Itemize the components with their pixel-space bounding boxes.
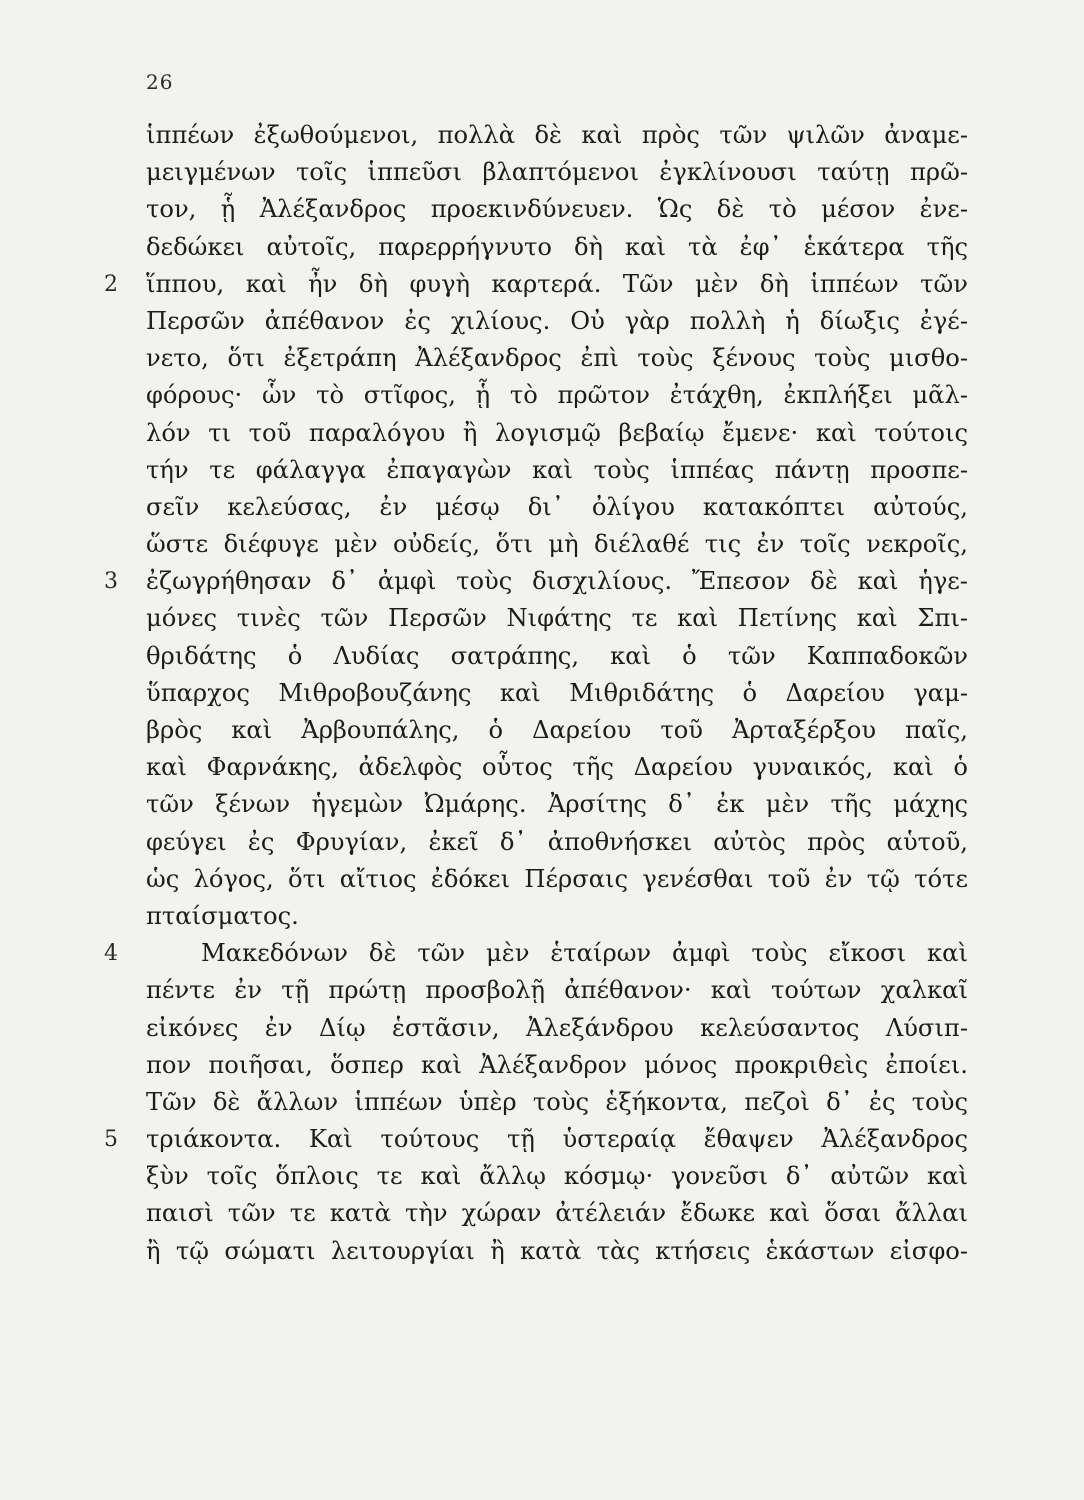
text-line (146, 1010, 968, 1047)
text-line (146, 191, 968, 228)
text-line (146, 1158, 968, 1195)
line-text: ἵππου, καὶ ἦν δὴ φυγὴ καρτερά. Τῶν μὲν δὴ ἱππέων τῶν (146, 269, 968, 298)
line-text: πταίσματος. (146, 901, 299, 930)
text-line (146, 749, 968, 786)
text-line (104, 266, 968, 303)
text-line (146, 526, 968, 563)
text-line (146, 1084, 968, 1121)
line-text: Περσῶν ἀπέθανον ἐς χιλίους. Οὐ γὰρ πολλὴ ἡ δίωξις ἐγέ- (146, 306, 968, 335)
line-text: τήν τε φάλαγγα ἐπαγαγὼν καὶ τοὺς ἱππέας πάντῃ προσπε- (146, 455, 968, 484)
text-line (146, 489, 968, 526)
line-text: βρὸς καὶ Ἀρβουπάλης, ὁ Δαρείου τοῦ Ἀρταξέρξου παῖς, (146, 716, 968, 744)
line-text: νετο, ὅτι ἐξετράπη Ἀλέξανδρος ἐπὶ τοὺς ξένους τοὺς μισθο- (146, 344, 968, 373)
line-text: φεύγει ἐς Φρυγίαν, ἐκεῖ δ᾽ ἀποθνήσκει αὐτὸς πρὸς αὑτοῦ, (146, 827, 968, 856)
line-text: λόν τι τοῦ παραλόγου ἢ λογισμῷ βεβαίῳ ἔμενε· καὶ τούτοις (146, 418, 968, 447)
line-text: καὶ Φαρνάκης, ἀδελφὸς οὗτος τῆς Δαρείου γυναικός, καὶ ὁ (146, 753, 968, 782)
text-line (104, 1121, 968, 1158)
text-line (146, 600, 968, 637)
line-text: Τῶν δὲ ἄλλων ἱππέων ὑπὲρ τοὺς ἑξήκοντα, πεζοὶ δ᾽ ἐς τοὺς (146, 1087, 968, 1116)
line-text: πον ποιῆσαι, ὅσπερ καὶ Ἀλέξανδρον μόνος προκριθεὶς ἐποίει. (146, 1050, 968, 1079)
text-line (146, 675, 968, 712)
text-line (146, 861, 968, 898)
line-text: ὥστε διέφυγε μὲν οὐδείς, ὅτι μὴ διέλαθέ τις ἐν τοῖς νεκροῖς, (146, 530, 968, 559)
line-text: τῶν ξένων ἡγεμὼν Ὠμάρης. Ἀρσίτης δ᾽ ἐκ μὲν τῆς μάχης (146, 790, 968, 819)
section-number: 2 (104, 271, 118, 297)
line-text: ὕπαρχος Μιθροβουζάνης καὶ Μιθριδάτης ὁ Δαρείου γαμ- (146, 678, 968, 707)
line-text: Μακεδόνων δὲ τῶν μὲν ἑταίρων ἀμφὶ τοὺς εἴκοσι καὶ (201, 939, 968, 968)
text-line (146, 415, 968, 452)
text-line (146, 786, 968, 823)
line-text: τον, ᾗ Ἀλέξανδρος προεκινδύνευεν. Ὡς δὲ τὸ μέσον ἐνε- (146, 195, 968, 224)
text-line (146, 1233, 968, 1270)
line-text: παισὶ τῶν τε κατὰ τὴν χώραν ἀτέλειάν ἔδωκε καὶ ὅσαι ἄλλαι (146, 1199, 968, 1228)
greek-text-block (104, 117, 968, 1270)
line-text: ἱππέων ἐξωθούμενοι, πολλὰ δὲ καὶ πρὸς τῶν ψιλῶν ἀναμε- (146, 121, 968, 149)
text-line (146, 229, 968, 266)
section-number: 4 (104, 941, 118, 967)
line-text: ἐζωγρήθησαν δ᾽ ἀμφὶ τοὺς δισχιλίους. Ἔπεσον δὲ καὶ ἡγε- (146, 567, 968, 596)
line-text: ὡς λόγος, ὅτι αἴτιος ἐδόκει Πέρσαις γενέσθαι τοῦ ἐν τῷ τότε (146, 864, 968, 893)
text-line (146, 377, 968, 414)
page-number: 26 (146, 70, 174, 94)
line-text: ξὺν τοῖς ὅπλοις τε καὶ ἄλλῳ κόσμῳ· γονεῦσι δ᾽ αὐτῶν καὶ (146, 1162, 968, 1191)
line-text: θριδάτης ὁ Λυδίας σατράπης, καὶ ὁ τῶν Καππαδοκῶν (146, 641, 968, 670)
line-text: πέντε ἐν τῇ πρώτῃ προσβολῇ ἀπέθανον· καὶ τούτων χαλκαῖ (146, 976, 968, 1005)
section-number: 3 (104, 569, 118, 595)
text-line (146, 117, 968, 154)
text-line (146, 712, 968, 749)
text-line (146, 972, 968, 1009)
line-text: τριάκοντα. Καὶ τούτους τῇ ὑστεραίᾳ ἔθαψεν Ἀλέξανδρος (146, 1125, 968, 1154)
section-number: 5 (104, 1127, 118, 1153)
text-line (146, 1047, 968, 1084)
text-line (146, 452, 968, 489)
text-line (104, 563, 968, 600)
text-line (146, 638, 968, 675)
text-line (146, 340, 968, 377)
text-line (146, 898, 968, 935)
line-text: μειγμένων τοῖς ἱππεῦσι βλαπτόμενοι ἐγκλίνουσι ταύτῃ πρῶ- (146, 158, 968, 187)
line-text: ἢ τῷ σώματι λειτουργίαι ἢ κατὰ τὰς κτήσεις ἑκάστων εἰσφο- (146, 1236, 968, 1265)
text-line (146, 1195, 968, 1232)
line-text: εἰκόνες ἐν Δίῳ ἑστᾶσιν, Ἀλεξάνδρου κελεύσαντος Λύσιπ- (146, 1013, 968, 1042)
line-text: φόρους· ὧν τὸ στῖφος, ᾗ τὸ πρῶτον ἐτάχθη, ἐκπλήξει μᾶλ- (146, 381, 968, 410)
line-text: σεῖν κελεύσας, ἐν μέσῳ δι᾽ ὀλίγου κατακόπτει αὐτούς, (146, 492, 968, 521)
text-line (146, 824, 968, 861)
text-line (104, 935, 968, 972)
line-text: δεδώκει αὐτοῖς, παρερρήγνυτο δὴ καὶ τὰ ἐφ᾽ ἑκάτερα τῆς (146, 232, 968, 261)
text-line (146, 303, 968, 340)
text-line (146, 154, 968, 191)
line-text: μόνες τινὲς τῶν Περσῶν Νιφάτης τε καὶ Πετίνης καὶ Σπι- (146, 604, 968, 633)
